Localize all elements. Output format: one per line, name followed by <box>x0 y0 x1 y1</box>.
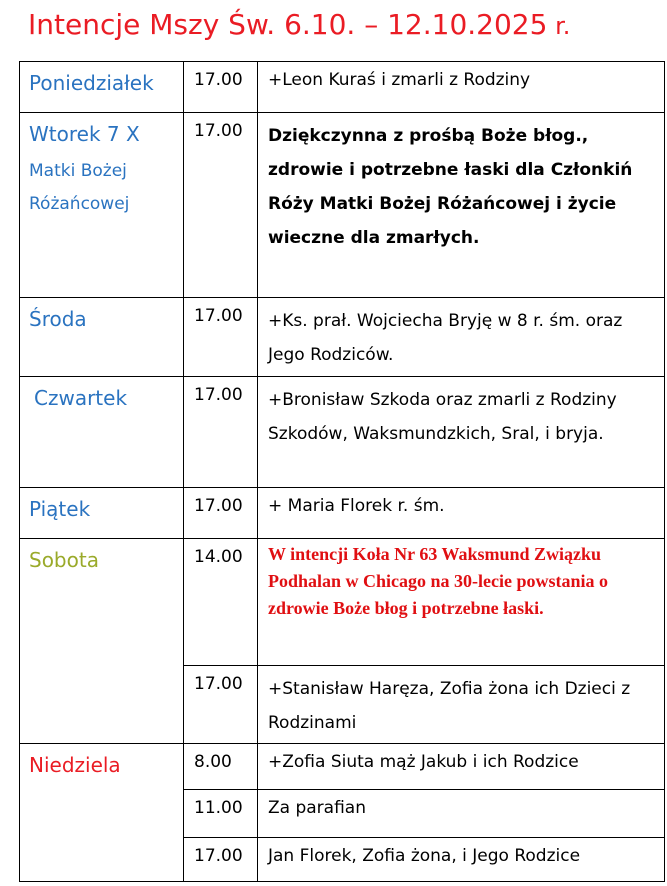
table-row <box>20 539 665 666</box>
day-name: Wtorek 7 X <box>29 122 140 146</box>
intention-cell <box>258 838 665 882</box>
intention-cell <box>258 790 665 838</box>
intention-cell <box>258 113 665 298</box>
day-cell <box>20 62 184 113</box>
time-cell <box>184 62 258 113</box>
intention-text: Za parafian <box>268 798 366 818</box>
intention-text: W intencji Koła Nr 63 Waksmund Związku Podhalan w Chicago na 30-lecie powstania o zdrowie Boże błog i potrzebne łaski. <box>268 544 609 618</box>
day-label: Niedziela <box>29 753 121 777</box>
feast-name: Matki Bożej Różańcowej <box>29 161 130 214</box>
time-value: 17.00 <box>194 846 243 866</box>
intention-text: +Ks. prał. Wojciecha Bryję w 8 r. śm. oraz Jego Rodziców. <box>268 311 623 365</box>
day-label <box>20 113 183 221</box>
table-row <box>20 488 665 539</box>
intention-text: +Zofia Siuta mąż Jakub i ich Rodzice <box>268 752 579 772</box>
intention-cell <box>258 744 665 790</box>
day-label: Czwartek <box>34 386 128 410</box>
day-label: Sobota <box>29 548 99 572</box>
time-value: 17.00 <box>194 306 243 326</box>
time-cell <box>184 666 258 744</box>
intention-text: Dziękczynna z prośbą Boże błog., zdrowie i potrzebne łaski dla Członkiń Róży Matki Bożej Różańcowej i życie wieczne dla zmarłych. <box>268 126 633 248</box>
intention-cell <box>258 488 665 539</box>
day-cell <box>20 113 184 298</box>
intention-text: +Bronisław Szkoda oraz zmarli z Rodziny Szkodów, Waksmundzkich, Sral, i bryja. <box>268 390 617 444</box>
time-cell <box>184 744 258 790</box>
intention-cell <box>258 62 665 113</box>
time-value: 17.00 <box>194 385 243 405</box>
intention-cell <box>258 377 665 488</box>
time-cell <box>184 113 258 298</box>
time-cell <box>184 488 258 539</box>
intention-cell <box>258 666 665 744</box>
time-cell <box>184 838 258 882</box>
day-cell <box>20 377 184 488</box>
day-cell <box>20 298 184 377</box>
time-value: 14.00 <box>194 547 243 567</box>
table-row <box>20 113 665 298</box>
mass-intentions-table <box>19 61 665 882</box>
time-value: 11.00 <box>194 798 243 818</box>
day-cell <box>20 744 184 882</box>
table-row <box>20 62 665 113</box>
intention-text: +Leon Kuraś i zmarli z Rodziny <box>268 70 531 90</box>
title-suffix: r. <box>547 12 571 40</box>
time-value: 8.00 <box>194 752 232 772</box>
time-cell <box>184 298 258 377</box>
day-cell <box>20 539 184 744</box>
intention-cell <box>258 539 665 666</box>
table-row <box>20 744 665 790</box>
intention-cell <box>258 298 665 377</box>
intention-text: + Maria Florek r. śm. <box>268 496 445 516</box>
day-label: Piątek <box>29 497 91 521</box>
time-value: 17.00 <box>194 121 243 141</box>
day-cell <box>20 488 184 539</box>
page-title <box>28 8 570 41</box>
day-label: Poniedziałek <box>29 71 154 95</box>
time-value: 17.00 <box>194 70 243 90</box>
table-row <box>20 377 665 488</box>
time-cell <box>184 790 258 838</box>
table-row <box>20 298 665 377</box>
day-label: Środa <box>29 307 87 331</box>
time-cell <box>184 539 258 666</box>
time-value: 17.00 <box>194 674 243 694</box>
intention-text: +Stanisław Haręza, Zofia żona ich Dzieci z Rodzinami <box>268 679 631 733</box>
title-main: Intencje Mszy Św. 6.10. – 12.10.2025 <box>28 8 548 41</box>
time-value: 17.00 <box>194 496 243 516</box>
time-cell <box>184 377 258 488</box>
intention-text: Jan Florek, Zofia żona, i Jego Rodzice <box>268 846 581 866</box>
